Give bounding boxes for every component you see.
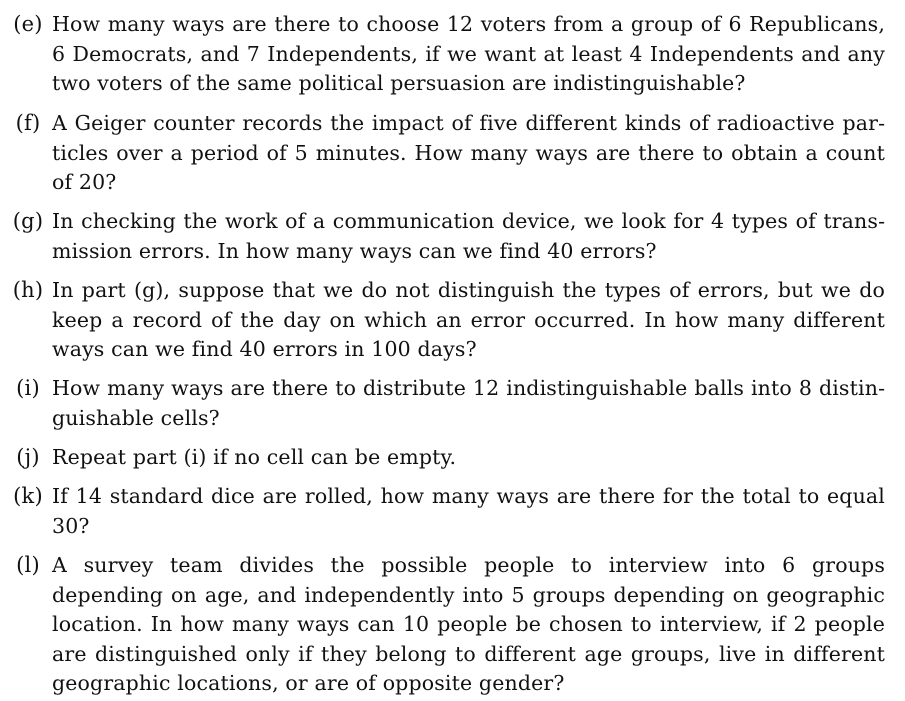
problem-text: Repeat part (i) if no cell can be empty. <box>52 445 457 469</box>
problem-label: (e) <box>13 12 43 36</box>
problem-text: How many ways are there to choose 12 voters from a group of 6 Republicans, 6 Democrats, and 7 Independents, if we want at least 4 Independents and any two voters of the same political persuasion are indistinguishable? <box>52 12 885 95</box>
problem-label: (l) <box>16 553 40 577</box>
problem-text: In part (g), suppose that we do not distinguish the types of errors, but we do keep a record of the day on which an error occurred. In how many different ways can we find 40 errors in 100 days? <box>52 278 885 361</box>
problem-label: (i) <box>16 376 40 400</box>
problem-text: In checking the work of a communication device, we look for 4 types of transmission errors. In how many ways can we find 40 errors? <box>52 209 885 263</box>
problem-text: How many ways are there to distribute 12 indistinguishable balls into 8 distinguishable cells? <box>52 376 885 430</box>
problem-text: A Geiger counter records the impact of five different kinds of radioactive particles over a period of 5 minutes. How many ways are there to obtain a count of 20? <box>52 111 885 194</box>
problem-text: A survey team divides the possible people to interview into 6 groups depending on age, and independently into 5 groups depending on geographic location. In how many ways can 10 people be chosen to interview, if 2 people are distinguished only if they belong to different age groups, live in different geographic locations, or are of opposite gender? <box>52 553 885 695</box>
problem-label: (g) <box>12 209 44 233</box>
problem-text: If 14 standard dice are rolled, how many ways are there for the total to equal 30? <box>52 484 885 538</box>
problem-label: (j) <box>16 445 40 469</box>
problem-label: (k) <box>13 484 43 508</box>
problem-label: (h) <box>12 278 44 302</box>
problem-label: (f) <box>15 111 41 135</box>
